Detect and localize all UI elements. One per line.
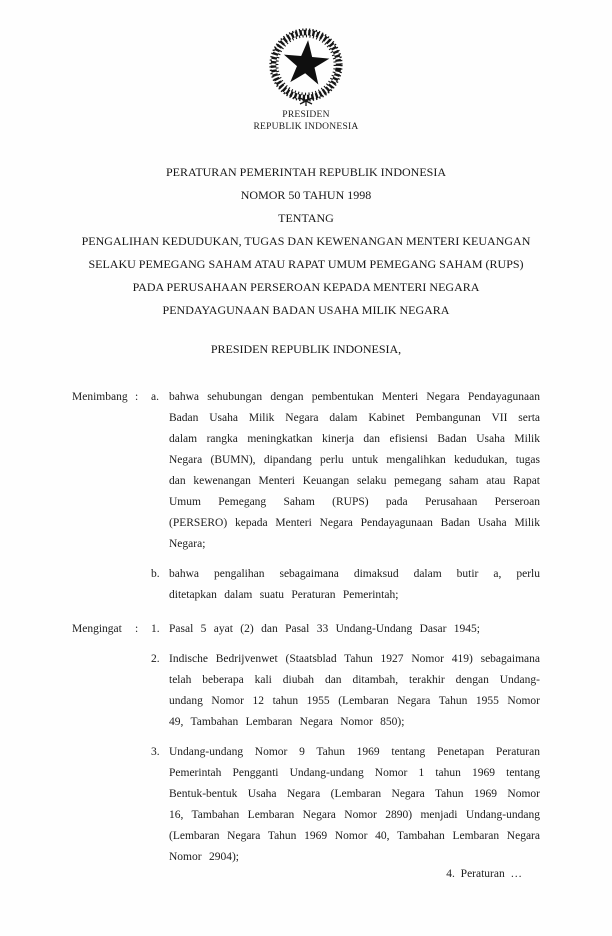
title-line-number: NOMOR 50 TAHUN 1998: [240, 188, 372, 202]
clause-label: Mengingat: [72, 623, 122, 635]
preamble: [72, 387, 540, 868]
clause-colon: :: [135, 391, 139, 403]
list-item: [151, 742, 540, 868]
item-marker: 1.: [151, 623, 160, 635]
item-text: bahwa sehubungan dengan pembentukan Menteri Negara Pendayagunaan Badan Usaha Milik Negara dalam Kabinet Pembangunan VII serta dalam rangka meningkatkan kinerja dan efisiensi Badan Usaha Milik Negara (BUMN), dipandang perlu untuk mengalihkan kedudukan, tugas dan kewenangan Menteri Keuangan selaku pemegang saham atau Rapat Umum Pemegang Saham (RUPS) pada Perusahaan Perseroan (PERSERO) kepada Menteri Negara Pendayagunaan Badan Usaha Milik Negara;: [169, 391, 540, 550]
clause-colon: :: [135, 623, 139, 635]
clause-menimbang: [72, 387, 540, 606]
item-marker: 3.: [151, 746, 160, 758]
letterhead-subtitle: REPUBLIK INDONESIA: [253, 121, 359, 132]
title-line-subject-4: PENDAYAGUNAAN BADAN USAHA MILIK NEGARA: [162, 303, 450, 317]
item-text: Pasal 5 ayat (2) dan Pasal 33 Undang-Undang Dasar 1945;: [169, 623, 481, 635]
item-text: Undang-undang Nomor 9 Tahun 1969 tentang Penetapan Peraturan Pemerintah Pengganti Undang-undang Nomor 1 tahun 1969 tentang Bentuk-bentuk Usaha Negara (Lembaran Negara Tahun 1969 Nomor 16, Tambahan Lembaran Negara Nomor 2890) menjadi Undang-undang (Lembaran Negara Tahun 1969 Nomor 40, Tambahan Lembaran Negara Nomor 2904);: [169, 746, 540, 863]
title-line-tentang: TENTANG: [278, 211, 334, 225]
catchword: 4. Peraturan …: [446, 868, 522, 880]
item-marker: 2.: [151, 653, 160, 665]
list-item: [151, 649, 540, 733]
clause-mengingat: [72, 619, 540, 868]
title-line-regulation: PERATURAN PEMERINTAH REPUBLIK INDONESIA: [165, 165, 447, 179]
item-text: bahwa pengalihan sebagaimana dimaksud dalam butir a, perlu ditetapkan dalam suatu Peraturan Pemerintah;: [169, 568, 540, 601]
item-text: Indische Bedrijvenwet (Staatsblad Tahun 1927 Nomor 419) sebagaimana telah beberapa kali diubah dan ditambah, terakhir dengan Undang-undang Nomor 12 tahun 1955 (Lembaran Negara Tahun 1955 Nomor 49, Tambahan Lembaran Negara Nomor 850);: [169, 653, 540, 728]
title-line-subject-2: SELAKU PEMEGANG SAHAM ATAU RAPAT UMUM PEMEGANG SAHAM (RUPS): [88, 257, 524, 271]
clause-label: Menimbang: [72, 391, 128, 403]
title-line-subject-3: PADA PERUSAHAAN PERSEROAN KEPADA MENTERI NEGARA: [132, 280, 480, 294]
clause-items: [151, 387, 540, 606]
document-title: [0, 161, 612, 322]
item-marker: b.: [151, 568, 160, 580]
letterhead-title: PRESIDEN: [282, 110, 330, 120]
list-item: [151, 387, 540, 555]
list-item: [151, 564, 540, 606]
title-line-subject-1: PENGALIHAN KEDUDUKAN, TUGAS DAN KEWENANGAN MENTERI KEUANGAN: [81, 234, 531, 248]
list-item: [151, 619, 540, 640]
presidential-seal-icon: [263, 26, 349, 108]
item-marker: a.: [151, 391, 159, 403]
letterhead: [0, 0, 612, 133]
salutation: PRESIDEN REPUBLIK INDONESIA,: [210, 342, 402, 356]
clause-items: [151, 619, 540, 868]
